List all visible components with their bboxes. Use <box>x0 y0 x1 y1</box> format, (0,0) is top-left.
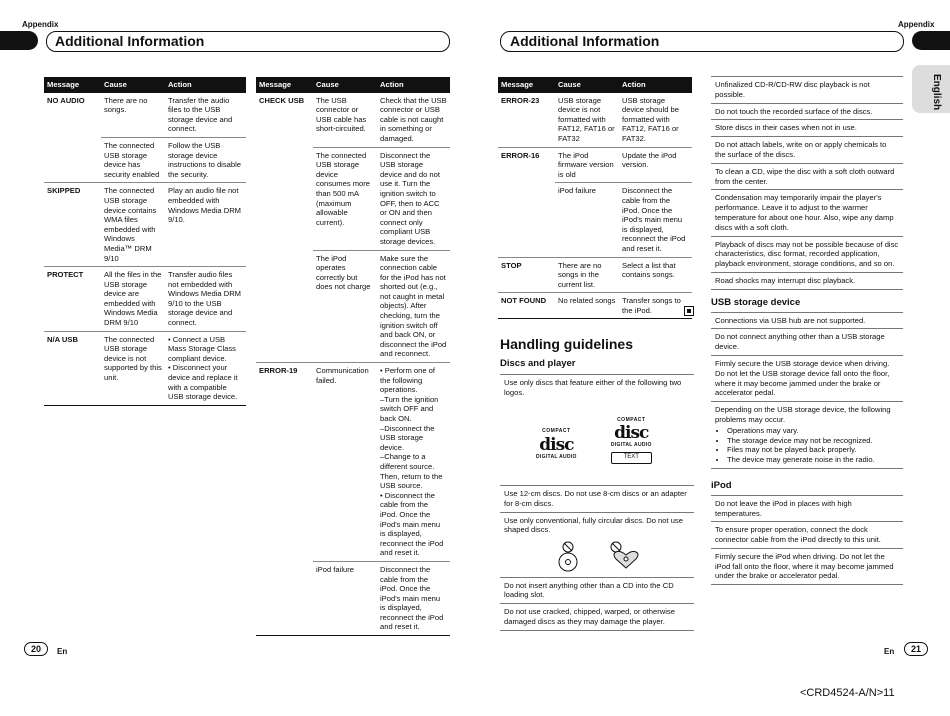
usb-list <box>711 312 903 469</box>
logo-disc-text: disc <box>614 423 649 444</box>
col-message: Message <box>256 77 313 93</box>
list-item: Firmly secure the USB storage device when driving. Do not let the USB storage device fall onto the floor, where it may become jammed under the brake or accelerator pedal. <box>711 356 903 402</box>
table-row <box>498 293 692 319</box>
list-item: Condensation may temporarily impair the player's performance. Leave it to adjust to the warmer temperature for about one hour. Also, wipe any damp discs with a soft cloth. <box>711 190 903 236</box>
bullet-item: • Files may not be played back properly. <box>727 445 899 455</box>
action-cell: Select a list that contains songs. <box>619 257 692 293</box>
cause-cell: The connected USB storage device has security enabled <box>101 137 165 182</box>
table-row <box>256 250 450 363</box>
message-cell: NO AUDIO <box>47 95 85 105</box>
discs-list <box>500 374 694 631</box>
language-code-right: En <box>884 647 895 656</box>
message-cell <box>256 147 313 250</box>
header-tab-right <box>912 31 950 50</box>
compact-disc-text-logo <box>611 416 652 464</box>
action-cell: Follow the USB storage device instructions to disable the security. <box>165 137 246 182</box>
disc-logos <box>504 416 690 464</box>
table-row <box>256 147 450 250</box>
message-cell: SKIPPED <box>44 183 101 267</box>
message-cell: ERROR-16 <box>501 150 540 160</box>
cause-cell: The connected USB storage device contains WMA files embedded with Windows Media™ DRM 9/10 <box>101 183 165 267</box>
table-row <box>256 561 450 635</box>
message-cell <box>44 137 101 182</box>
col-message: Message <box>44 77 101 93</box>
list-item: Firmly secure the iPod when driving. Do not let the iPod fall onto the floor, where it may become jammed under the brake or accelerator pedal. <box>711 549 903 585</box>
header-bar-left <box>46 31 450 52</box>
cause-cell: There are no songs. <box>101 93 165 138</box>
action-cell: Make sure the connection cable for the iPod has not shorted out (e.g., not caught in metal objects). After checking, turn the ignition switch off and back ON, or disconnect the iPod and reconnect. <box>377 250 450 363</box>
appendix-label-right: Appendix <box>898 20 935 29</box>
action-cell: • Connect a USB Mass Storage Class compliant device. • Disconnect your device and replace it with a compatible USB storage device. <box>165 331 246 405</box>
table-row <box>256 93 450 147</box>
table-row <box>256 363 450 562</box>
message-cell <box>498 183 555 257</box>
table-header <box>256 77 450 93</box>
action-cell: Transfer audio files not embedded with Windows Media DRM 9/10 to the USB storage device and connect. <box>165 267 246 332</box>
action-cell: Disconnect the cable from the iPod. Once the iPod's main menu is displayed, reconnect the iPod and reset it. <box>377 561 450 635</box>
logo-digital-audio-text: DIGITAL AUDIO <box>536 454 577 461</box>
bullet-item: • Operations may vary. <box>727 426 899 436</box>
list-item: To clean a CD, wipe the disc with a soft cloth outward from the center. <box>711 164 903 191</box>
header-bar-right <box>500 31 904 52</box>
cause-cell: The iPod operates correctly but does not charge <box>313 250 377 363</box>
action-cell: Disconnect the cable from the iPod. Once the iPod's main menu is displayed, reconnect the iPod and reset it. <box>619 183 692 257</box>
list-item: Connections via USB hub are not supported. <box>711 312 903 330</box>
list-item: Road shocks may interrupt disc playback. <box>711 273 903 290</box>
handling-title: Handling guidelines <box>500 336 634 352</box>
cause-cell: The iPod firmware version is old <box>555 147 619 183</box>
no-shaped-discs-icon <box>554 541 684 573</box>
message-cell: PROTECT <box>44 267 101 332</box>
table-row <box>498 93 692 147</box>
action-cell: Transfer songs to the iPod. <box>619 293 692 319</box>
list-item: Do not use cracked, chipped, warped, or otherwise damaged discs as they may damage the player. <box>500 604 694 631</box>
message-cell: ERROR-23 <box>498 93 555 147</box>
message-cell <box>256 561 313 635</box>
logo-text-label: TEXT <box>611 452 652 464</box>
list-item: To ensure proper operation, connect the dock connector cable from the iPod directly to this unit. <box>711 522 903 549</box>
table-row <box>44 183 246 267</box>
col-action: Action <box>619 77 692 93</box>
action-cell: • Perform one of the following operations. –Turn the ignition switch OFF and back ON. –Disconnect the USB storage device. –Change to a different source. Then, return to the USB source. • Disconnect the cable from the iPod. Once the iPod's main menu is displayed, reconnect the iPod and reset it. <box>377 363 450 562</box>
table-row <box>44 267 246 332</box>
message-cell: N/A USB <box>44 331 101 405</box>
header-tab-left <box>0 31 38 50</box>
table-row <box>498 183 692 257</box>
list-item: Do not connect anything other than a USB storage device. <box>711 329 903 356</box>
cause-cell: USB storage device is not formatted with FAT12, FAT16 or FAT32 <box>555 93 619 147</box>
cause-cell: No related songs <box>555 293 619 319</box>
table-row <box>44 331 246 405</box>
compact-disc-logo <box>536 427 577 463</box>
error-table-3 <box>498 77 692 319</box>
list-item <box>500 374 694 486</box>
table-row <box>498 147 692 183</box>
list-item: Unfinalized CD-R/CD-RW disc playback is not possible. <box>711 76 903 104</box>
right-column <box>711 76 903 585</box>
logo-digital-audio-text: DIGITAL AUDIO <box>610 442 652 449</box>
ipod-list <box>711 495 903 586</box>
cause-cell: The connected USB storage device is not supported by this unit. <box>101 331 165 405</box>
list-item: Use 12-cm discs. Do not use 8-cm discs or an adapter for 8-cm discs. <box>500 486 694 513</box>
list-item: Do not leave the iPod in places with high temperatures. <box>711 495 903 523</box>
logos-text: Use only discs that feature either of the following two logos. <box>504 378 682 397</box>
message-cell: CHECK USB <box>259 95 305 105</box>
list-item: Playback of discs may not be possible because of disc characteristics, disc format, recorded application, playback environment, storage conditions, and so on. <box>711 237 903 273</box>
discs-heading: Discs and player <box>500 358 576 369</box>
table-row <box>44 93 246 138</box>
usb-heading: USB storage device <box>711 296 801 308</box>
action-cell: Disconnect the USB storage device and do not use it. Turn the ignition switch to OFF, then to ACC or ON and then connect only compliant USB storage devices. <box>377 147 450 250</box>
table-row <box>44 137 246 182</box>
logo-compact-text: COMPACT <box>617 416 646 423</box>
ipod-heading: iPod <box>711 479 732 491</box>
cause-cell: All the files in the USB storage device are embedded with Windows Media DRM 9/10 <box>101 267 165 332</box>
cause-cell: iPod failure <box>555 183 619 257</box>
bullet-item: • The device may generate noise in the radio. <box>727 455 899 465</box>
col-cause: Cause <box>313 77 377 93</box>
action-cell: Check that the USB connector or USB cable is not caught in something or damaged. <box>377 93 450 147</box>
table-header <box>44 77 246 93</box>
usb-depend-text: Depending on the USB storage device, the following problems may occur. <box>715 405 891 424</box>
section-title-left: Additional Information <box>55 33 205 49</box>
cause-cell: There are no songs in the current list. <box>555 257 619 293</box>
cause-cell: The connected USB storage device consumes more than 500 mA (maximum allowable current). <box>313 147 377 250</box>
message-cell: ERROR-19 <box>259 366 298 376</box>
table-row <box>498 257 692 293</box>
message-cell <box>256 250 313 363</box>
list-item: Do not touch the recorded surface of the discs. <box>711 104 903 121</box>
action-cell: USB storage device should be formatted with FAT12, FAT16 or FAT32. <box>619 93 692 147</box>
language-tab-label: English <box>931 74 942 111</box>
action-cell: Transfer the audio files to the USB storage device and connect. <box>165 93 246 138</box>
col-action: Action <box>377 77 450 93</box>
page-number-left: 20 <box>24 642 48 656</box>
document-code: <CRD4524-A/N>11 <box>800 687 895 699</box>
disc-care-list <box>711 76 903 290</box>
section-title-right: Additional Information <box>510 33 660 49</box>
logo-disc-text: disc <box>539 435 574 456</box>
error-table-2 <box>256 77 450 636</box>
list-item: Do not insert anything other than a CD into the CD loading slot. <box>500 578 694 605</box>
message-cell: STOP <box>498 257 555 293</box>
shaped-disc-icons <box>504 541 690 576</box>
message-cell: NOT FOUND <box>498 293 555 319</box>
action-cell: Update the iPod version. <box>619 147 692 183</box>
action-cell: Play an audio file not embedded with Windows Media DRM 9/10. <box>165 183 246 267</box>
col-cause: Cause <box>101 77 165 93</box>
shaped-discs-text: Use only conventional, fully circular discs. Do not use shaped discs. <box>504 515 683 535</box>
cause-cell: The USB connector or USB cable has short-circuited. <box>313 93 377 147</box>
language-code-left: En <box>57 647 68 656</box>
list-item: Do not attach labels, write on or apply chemicals to the surface of the discs. <box>711 137 903 164</box>
list-item <box>500 513 694 578</box>
error-table-1 <box>44 77 246 406</box>
table-header <box>498 77 692 93</box>
usb-bullets <box>715 426 899 465</box>
cause-cell: Communication failed. <box>313 363 377 562</box>
page-number-right: 21 <box>904 642 928 656</box>
col-message: Message <box>498 77 555 93</box>
bullet-item: • The storage device may not be recognized. <box>727 436 899 446</box>
list-item: Store discs in their cases when not in use. <box>711 120 903 137</box>
cause-cell: iPod failure <box>313 561 377 635</box>
logo-compact-text: COMPACT <box>542 428 571 435</box>
col-action: Action <box>165 77 246 93</box>
appendix-label-left: Appendix <box>22 20 59 29</box>
col-cause: Cause <box>555 77 619 93</box>
end-mark-icon <box>684 306 694 316</box>
list-item <box>711 402 903 469</box>
